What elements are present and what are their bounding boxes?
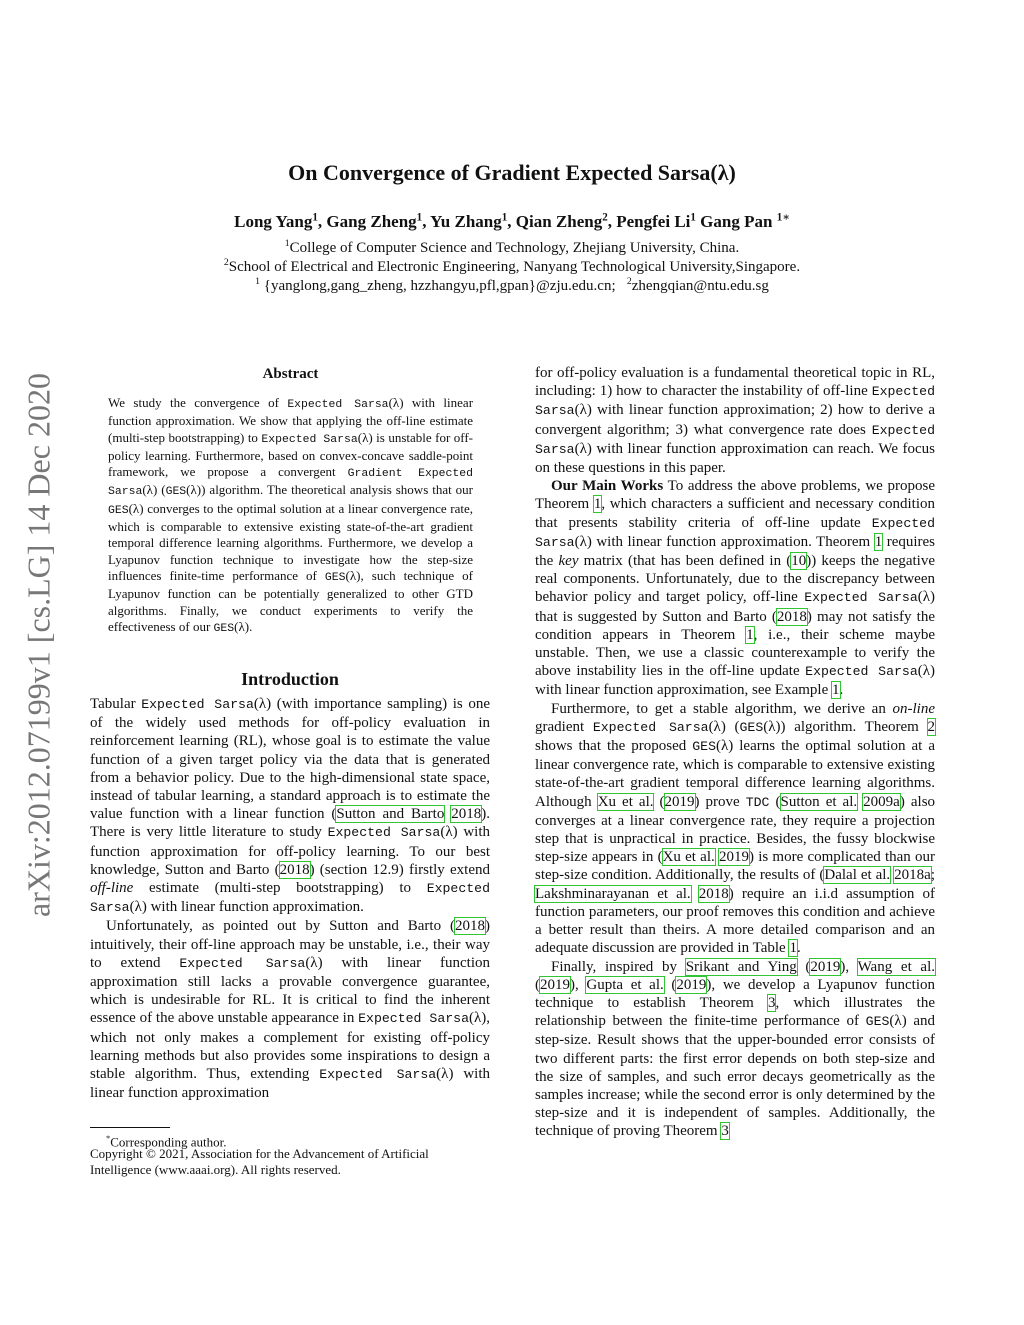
citation-link[interactable]: 2019: [664, 793, 695, 810]
example-link[interactable]: 1: [832, 682, 840, 699]
arxiv-identifier: arXiv:2012.07199v1 [cs.LG] 14 Dec 2020: [20, 373, 57, 917]
citation-link[interactable]: 2009a: [863, 793, 900, 810]
citation-link[interactable]: 2019: [718, 849, 749, 866]
equation-link[interactable]: 10: [791, 553, 807, 570]
citation-link[interactable]: Xu et al.: [597, 793, 654, 810]
paragraph: Our Main Works To address the above problems, we propose Theorem 1, which characters a sufficient and necessary condition that presents stability criteria of off-line update Expected Sarsa(λ) with linear function approximation. Theorem 1 requires the key matrix (that has been defined in (10)) keeps the negative real components. Unfortunately, due to the discrepancy between behavior policy and target policy, off-line Expected Sarsa(λ) that is suggested by Sutton and Barto (2018) may not satisfy the condition appears in Theorem 1, i.e., their scheme maybe unstable. Then, we use a classic counterexample to verify the above instability lies in the off-line update Expected Sarsa(λ) with linear function approximation, see Example 1.: [535, 478, 936, 699]
citation-link[interactable]: Sutton and Barto: [336, 806, 445, 823]
citation-link[interactable]: Lakshminarayanan et al.: [535, 885, 691, 902]
table-link[interactable]: 1: [789, 940, 797, 957]
theorem-link[interactable]: 1: [874, 533, 883, 550]
author: Long Yang$^1$: [234, 211, 318, 231]
paragraph: Furthermore, to get a stable algorithm, we derive an on-line gradient Expected Sarsa(λ) (GES(λ)) algorithm. Theorem 2 shows that the proposed GES(λ) learns the optimal solution at a linear convergence rate, which is comparable to extensive existing state-of-the-art gradient temporal difference learning algorithms. Although Xu et al. (2019) prove TDC (Sutton et al. 2009a) also converges at a linear convergence rate, they require a projection step that is unpractical in practice. Besides, the fussy blockwise step-size appears in (Xu et al. 2019) is more complicated than our step-size condition. Additionally, the results of (Dalal et al. 2018a; Lakshminarayanan et al. 2018) require an i.i.d assumption of function parameters, our proof removes this condition and achieve a better result than theirs. A more detailed comparison and an adequate discussion are provided in Table 1.: [535, 700, 936, 957]
author: Qian Zheng$^2$: [515, 211, 608, 231]
author: Pengfei Li$^1$: [616, 211, 696, 231]
theorem-link[interactable]: 1: [593, 496, 602, 513]
citation-link[interactable]: 2018a: [894, 867, 931, 884]
author: Gang Pan $^{1∗}$: [700, 211, 790, 231]
section-heading-introduction: Introduction: [241, 669, 339, 689]
author-list: Long Yang$^1$, Gang Zheng$^1$, Yu Zhang$^1$, Qian Zheng$^2$, Pengfei Li$^1$ Gang Pan $^{1∗}$: [234, 211, 790, 231]
citation-link[interactable]: 2018: [698, 885, 729, 902]
abstract-body: We study the convergence of Expected Sarsa(λ) with linear function approximation. We show that applying the off-line estimate (multi-step bootstrapping) to Expected Sarsa(λ) is unstable for off-policy learning. Furthermore, based on convex-concave saddle-point framework, we propose a convergent Gradient Expected Sarsa(λ) (GES(λ)) algorithm. The theoretical analysis shows that our GES(λ) converges to the optimal solution at a linear convergence rate, which is comparable to extensive existing state-of-the-art gradient temporal difference learning algorithms. Furthermore, we develop a Lyapunov function technique to investigate how the step-size influences finite-time performance of GES(λ), such technique of Lyapunov function can be potentially generalized to other GTD algorithms. Finally, we conduct experiments to verify the effectiveness of our GES(λ).: [108, 395, 474, 635]
citation-link[interactable]: Sutton et al.: [780, 793, 858, 810]
citation-link[interactable]: 2019: [810, 958, 841, 975]
paragraph: Finally, inspired by Srikant and Ying (2019), Wang et al. (2019), Gupta et al. (2019), we develop a Lyapunov function technique to establish Theorem 3, which illustrates the relationship between the finite-time performance of GES(λ) and step-size. Result shows that the upper-bounded error consists of two different parts: the first error depends on both step-size and the size of samples, and such error decays geometrically as the samples increase; while the second error is only determined by the step-size and it is independent of samples. Additionally, the technique of proving Theorem 3: [535, 958, 936, 1140]
paragraph: for off-policy evaluation is a fundamental theoretical topic in RL, including: 1) how to character the instability of off-line Expected Sarsa(λ) with linear function approximation; 2) how to derive a convergent algorithm; 3) what convergence rate does Expected Sarsa(λ) with linear function approximation can reach. We focus on these questions in this paper.: [535, 365, 935, 477]
affiliation: $^2$School of Electrical and Electronic Engineering, Nanyang Technological University,Singapore.: [223, 257, 801, 275]
citation-link[interactable]: Gupta et al.: [586, 976, 664, 993]
affiliation: $^1$College of Computer Science and Technology, Zhejiang University, China.: [284, 238, 740, 256]
citation-link[interactable]: Wang et al.: [857, 958, 936, 975]
theorem-link[interactable]: 1: [746, 626, 754, 643]
abstract-heading: Abstract: [262, 366, 319, 382]
citation-link[interactable]: 2018: [455, 918, 485, 935]
citation-link[interactable]: 2019: [676, 976, 707, 993]
paragraph: Tabular Expected Sarsa(λ) (with importance sampling) is one of the widely used methods for off-policy evaluation in reinforcement learning (RL), whose goal is to estimate the value function of a given target policy via the data that is generated from a behavior policy. Due to the high-dimensional state space, instead of tabular learning, a standard approach is to estimate the value function with a linear function (Sutton and Barto 2018). There is very little literature to study Expected Sarsa(λ) with function approximation for off-policy learning. To our best knowledge, Sutton and Barto (2018) (section 12.9) firstly extend off-line estimate (multi-step bootstrapping) to Expected Sarsa(λ) with linear function approximation.: [90, 696, 491, 916]
copyright-notice: Copyright © 2021, Association for the Advancement of Artificial Intelligence (www.aaai.org). All rights reserved.: [90, 1146, 429, 1177]
email-line: $^1$ {yanglong,gang_zheng, hzzhangyu,pfl,gpan}@zju.edu.cn; $^2$zhengqian@ntu.edu.sg: [255, 276, 769, 294]
intro-right-column: [535, 364, 935, 1141]
footnote-rule: [90, 1127, 170, 1128]
citation-link[interactable]: 2018: [279, 861, 310, 878]
footnote: *Corresponding author.: [106, 1133, 227, 1150]
theorem-link[interactable]: 3: [767, 994, 776, 1011]
paragraph: Unfortunately, as pointed out by Sutton and Barto (2018) intuitively, their off-line approach may be unstable, i.e., their way to extend Expected Sarsa(λ) with linear function approximation still lacks a provable convergence guarantee, which is undesirable for RL. It is critical to find the inherent essence of the above unstable appearance in Expected Sarsa(λ), which not only makes a complement for existing off-policy learning methods but also provides some inspirations to design a stable algorithm. Thus, extending Expected Sarsa(λ) with linear function approximation: [90, 918, 490, 1102]
citation-link[interactable]: Srikant and Ying: [685, 958, 797, 975]
author: Yu Zhang$^1$: [430, 211, 508, 231]
theorem-link[interactable]: 3: [721, 1123, 729, 1140]
theorem-link[interactable]: 2: [927, 718, 936, 735]
citation-link[interactable]: 2019: [540, 976, 570, 993]
citation-link[interactable]: Dalal et al.: [824, 867, 891, 884]
citation-link[interactable]: Xu et al.: [662, 849, 715, 866]
paper-title: On Convergence of Gradient Expected Sarsa(λ): [288, 160, 736, 185]
intro-left-column: [90, 695, 490, 1102]
author: Gang Zheng$^1$: [326, 211, 423, 231]
citation-link[interactable]: 2018: [451, 806, 482, 823]
citation-link[interactable]: 2018: [776, 608, 807, 625]
